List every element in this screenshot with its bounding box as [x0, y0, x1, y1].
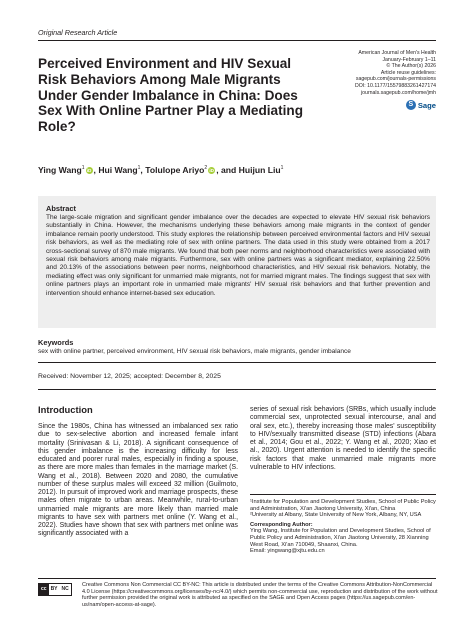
publisher-name: Sage — [417, 100, 436, 110]
keywords-heading: Keywords — [38, 338, 74, 347]
footnote-divider — [250, 494, 436, 495]
orcid-icon[interactable]: iD — [209, 168, 214, 173]
sage-logo-icon: S — [406, 100, 416, 110]
cc-license-icon[interactable] — [38, 583, 72, 596]
introduction-column-2 — [250, 406, 436, 472]
author-separator: , — [93, 165, 99, 175]
license-divider — [38, 578, 436, 579]
received-accepted-dates: Received: November 12, 2025; accepted: December 8, 2025 — [38, 373, 221, 380]
corresponding-author-address: Ying Wang, Institute for Population and Development Studies, School of Public Policy and Administration, Xi'an Jiaotong University, 28 Xianning West Road, Xi'an 710049, Shaanxi, China. — [250, 528, 431, 548]
journal-meta — [296, 50, 436, 96]
abstract-text: The large-scale migration and significant gender imbalance over the decades are expected to elevate HIV sexual risk behaviors substantially in China. However, the mechanisms underlying these behaviors among male migrants in the context of gender imbalance remain poorly understood. This study explores the relationship between perceived environmental factors and HIV sexual risk behaviors, as well as the mediating role of sex with online partners. The data used in this study were obtained from a 2017 cross-sectional survey of 870 male migrants. We found that both peer norms and neighborhood characteristics were associated with sexual risk behaviors among male migrants. Furthermore, sex with online partners was a significant mediator, explaining 22.50% and 20.13% of the associations between peer norms, neighborhood characteristics, and HIV sexual risk behaviors. Notably, the mediating effect was only significant for unmarried male migrants, not for married migrant males. The findings suggest that sex with online partners plays an important role in unmarried male migrants' HIV sexual risk behaviors and that further prevention and intervention should enhance internet-based sex education. — [46, 214, 430, 297]
orcid-icon[interactable]: iD — [86, 168, 92, 173]
doi-link[interactable]: DOI: 10.1177/15579883261427174 — [355, 82, 436, 89]
affiliation-1: ¹Institute for Population and Development Studies, School of Public Policy and Administration, Xi'an Jiaotong University, Xi'an, China — [250, 499, 436, 512]
author-name[interactable]: Hui Wang — [98, 165, 138, 175]
author-separator: , and — [216, 165, 239, 175]
author-separator: , — [140, 165, 146, 175]
publisher-logo — [406, 100, 436, 110]
journal-homepage-link[interactable]: journals.sagepub.com/home/jmh — [361, 89, 436, 96]
permissions-link[interactable]: sagepub.com/journals-permissions — [355, 76, 436, 83]
introduction-heading: Introduction — [38, 404, 93, 415]
corresponding-author-heading: Corresponding Author: — [250, 521, 313, 528]
body-paragraph: Since the 1980s, China has witnessed an imbalanced sex ratio due to sex-selective abortion and increased female infant mortality (Srinivasan & Li, 2018). A significant consequence of this gender imbalance is the increasing difficulty for less educated and poorer rural males, especially in finding a spouse, as there are more males than females in the marriage market (S. Wang et al., 2018). Between 2020 and 2080, the cumulative number of these surplus males will exceed 32 million (Guilmoto, 2012). In pursuit of improved work and marriage prospects, these males often migrate to urban areas. Meanwhile, rural-to-urban unmarried male migrants are more likely than married male migrants to have sex with partners met online (Y. Wang et al., 2022). Studies have shown that sex with partners met online was significantly associated with a — [38, 423, 238, 538]
header-divider — [38, 40, 436, 41]
article-title: Perceived Environment and HIV Sexual Risk Behaviors Among Male Migrants Under Gender Imbalance in China: Does Sex With Online Partner Play a Mediating Role? — [38, 56, 304, 135]
journal-name[interactable]: American Journal of Men's Health — [358, 50, 436, 56]
copyright: © The Author(s) 2026 — [386, 63, 436, 70]
keywords-divider — [38, 362, 436, 363]
affiliation-2: ²University at Albany, State University of New York, Albany, NY, USA — [250, 512, 422, 519]
affiliation-mark: 1 — [137, 165, 141, 172]
introduction-column-1 — [38, 423, 238, 539]
author-name[interactable]: Ying Wang — [38, 165, 82, 175]
affiliation-mark: 2 — [204, 165, 208, 172]
author-name[interactable]: Tolulope Ariyo — [145, 165, 205, 175]
body-paragraph: series of sexual risk behaviors (SRBs, which usually include commercial sex, unprotected sexual intercourse, anal and oral sex, etc.), thereby increasing those males' susceptibility to HIV/sexually transmitted disease (STD) infections (Abara et al., 2014; Gou et al., 2022; Y. Wang et al., 2020; Xiao et al., 2020). Urgent attention is needed to identify the specific risk factors that make unmarried male migrants more vulnerable to HIV infections. — [250, 406, 436, 471]
abstract-heading: Abstract — [46, 204, 76, 213]
keywords-text: sex with online partner, perceived environment, HIV sexual risk behaviors, male migrants, gender imbalance — [38, 348, 351, 355]
footnotes — [250, 499, 440, 555]
corresponding-author-email[interactable]: Email: yingwang@xjtu.edu.cn — [250, 548, 325, 555]
dates-divider — [38, 389, 436, 390]
article-type-label: Original Research Article — [38, 28, 118, 37]
journal-issue: January-February 1–11 — [382, 56, 436, 63]
affiliation-mark: 1 — [81, 165, 85, 172]
license-text: Creative Commons Non Commercial CC BY-NC: This article is distributed under the terms of the Creative Commons Attribution-NonCommercial 4.0 License (https://creativecommons.org/licenses/by-nc/4.0/) which permits non-commercial use, reproduction and distribution of the work without further permission provided the original work is attributed as specified on the SAGE and Open Access pages (https://us.sagepub.com/en-us/nam/open-access-at-sage). — [82, 582, 438, 608]
author-name[interactable]: Huijun Liu — [238, 165, 281, 175]
affiliation-mark: 1 — [280, 165, 284, 172]
nc-icon: NC — [61, 586, 69, 592]
author-list — [38, 165, 283, 175]
cc-icon: cc — [39, 584, 49, 595]
by-icon: BY — [50, 586, 58, 592]
reuse-guidelines: Article reuse guidelines: — [380, 69, 436, 76]
